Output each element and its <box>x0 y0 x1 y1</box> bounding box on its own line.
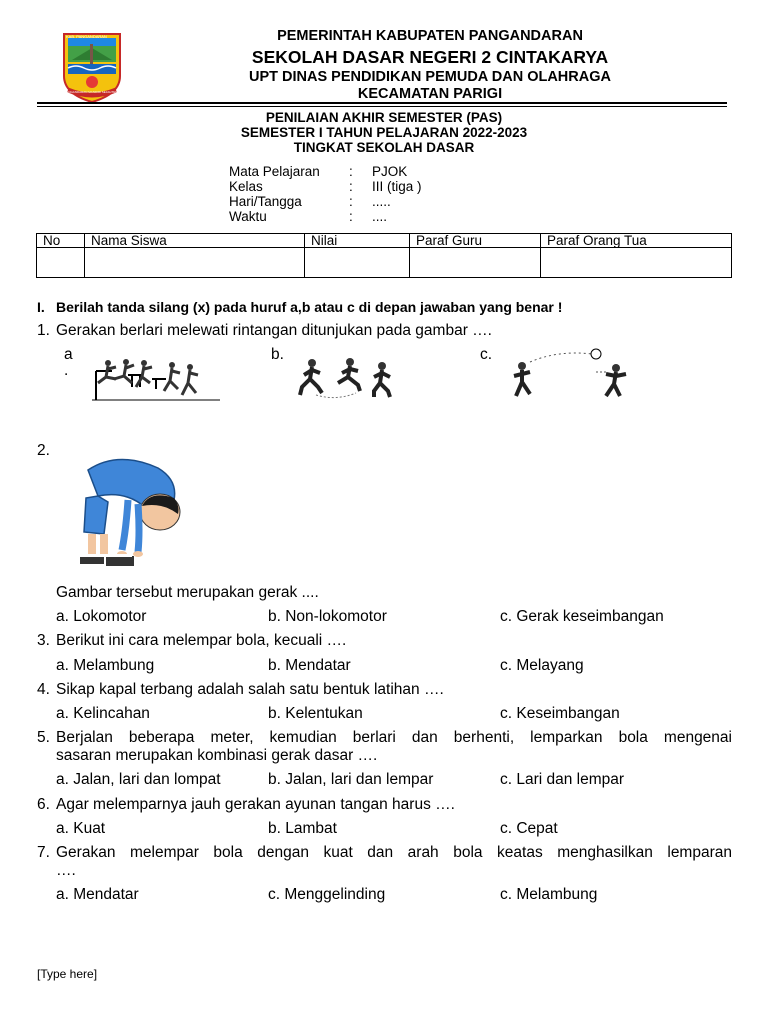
question-7-option-c: c. Melambung <box>500 886 598 903</box>
student-table-header <box>37 234 732 248</box>
letterhead-rule-thick <box>37 102 727 104</box>
question-2-option-c: c. Gerak keseimbangan <box>500 608 664 625</box>
question-1-option-a: a <box>64 346 73 363</box>
question-7-text: Gerakan melempar bola dengan kuat dan arah bola keatas menghasilkan lemparan <box>56 844 732 861</box>
info-colon: : <box>349 194 353 209</box>
info-value-day-date: ..... <box>372 194 391 209</box>
question-2-option-b: b. Non-lokomotor <box>268 608 387 625</box>
header-government: PEMERINTAH KABUPATEN PANGANDARAN <box>277 28 583 44</box>
question-5-text-cont: sasaran merupakan kombinasi gerak dasar …. <box>56 747 378 764</box>
info-label-time: Waktu <box>229 209 267 224</box>
th-student-name: Nama Siswa <box>85 234 305 248</box>
footer-placeholder[interactable]: [Type here] <box>37 967 98 981</box>
question-1-text: Gerakan berlari melewati rintangan ditunjukan pada gambar …. <box>56 322 492 339</box>
exam-level: TINGKAT SEKOLAH DASAR <box>293 140 475 155</box>
hurdle-race-illustration <box>92 357 222 403</box>
logo-motto: PANGANDARAN MANDIRI SEJAHTERA <box>64 90 120 94</box>
info-colon: : <box>349 209 353 224</box>
student-table-entry-row <box>37 248 732 278</box>
question-7-option-b: c. Menggelinding <box>268 886 386 903</box>
question-7-number: 7. <box>37 844 50 861</box>
student-table <box>36 233 732 278</box>
question-7-option-a: a. Mendatar <box>56 886 139 903</box>
question-3-option-a: a. Melambung <box>56 657 155 674</box>
question-3-option-b: b. Mendatar <box>268 657 351 674</box>
question-6-number: 6. <box>37 796 50 813</box>
question-2-text: Gambar tersebut merupakan gerak .... <box>56 584 319 601</box>
question-4-number: 4. <box>37 681 50 698</box>
question-5-text: Berjalan beberapa meter, kemudian berlari dan berhenti, lemparkan bola mengenai <box>56 729 732 746</box>
question-3-number: 3. <box>37 632 50 649</box>
cell-score[interactable] <box>305 248 410 278</box>
section-number: I. <box>37 299 45 315</box>
question-4-text: Sikap kapal terbang adalah salah satu bentuk latihan …. <box>56 681 444 698</box>
running-children-illustration <box>296 357 398 399</box>
question-6-option-a: a. Kuat <box>56 820 106 837</box>
info-colon: : <box>349 164 353 179</box>
cell-no[interactable] <box>37 248 85 278</box>
question-1-option-c: c. <box>480 346 493 363</box>
question-6-text: Agar melemparnya jauh gerakan ayunan tangan harus …. <box>56 796 455 813</box>
th-no: No <box>37 234 85 248</box>
question-1-option-b: b. <box>271 346 284 363</box>
info-label-day-date: Hari/Tangga <box>229 194 302 209</box>
info-colon: : <box>349 179 353 194</box>
logo-caption: KAB. PANGANDARAN <box>66 34 107 39</box>
exam-semester: SEMESTER I TAHUN PELAJARAN 2022-2023 <box>240 125 528 140</box>
info-value-time: .... <box>372 209 388 224</box>
question-1-number: 1. <box>37 322 50 339</box>
header-school-name: SEKOLAH DASAR NEGERI 2 CINTAKARYA <box>251 47 609 67</box>
header-department: UPT DINAS PENDIDIKAN PEMUDA DAN OLAHRAGA <box>249 69 611 85</box>
letterhead-rule-thin <box>37 106 727 107</box>
forward-bend-stretch-illustration <box>78 450 186 572</box>
ball-passing-illustration <box>508 346 636 398</box>
exam-title: PENILAIAN AKHIR SEMESTER (PAS) <box>265 110 503 125</box>
question-5-number: 5. <box>37 729 50 746</box>
th-parent-signature: Paraf Orang Tua <box>541 234 732 248</box>
question-2-number: 2. <box>37 442 50 459</box>
question-6-option-b: b. Lambat <box>268 820 337 837</box>
question-5-option-a: a. Jalan, lari dan lompat <box>56 771 221 788</box>
cell-parent-signature[interactable] <box>541 248 732 278</box>
question-4-option-a: a. Kelincahan <box>56 705 150 722</box>
question-7-text-cont: …. <box>56 862 76 879</box>
info-label-class: Kelas <box>229 179 263 194</box>
question-5-option-b: b. Jalan, lari dan lempar <box>268 771 434 788</box>
question-3-option-c: c. Melayang <box>500 657 584 674</box>
question-4-option-c: c. Keseimbangan <box>500 705 620 722</box>
section-instruction: Berilah tanda silang (x) pada huruf a,b atau c di depan jawaban yang benar ! <box>56 299 563 315</box>
cell-teacher-signature[interactable] <box>410 248 541 278</box>
question-1-option-a-dot: . <box>64 362 69 379</box>
info-value-subject: PJOK <box>372 164 408 179</box>
info-label-subject: Mata Pelajaran <box>229 164 320 179</box>
header-district: KECAMATAN PARIGI <box>357 86 503 102</box>
th-teacher-signature: Paraf Guru <box>410 234 541 248</box>
question-4-option-b: b. Kelentukan <box>268 705 363 722</box>
cell-student-name[interactable] <box>85 248 305 278</box>
question-6-option-c: c. Cepat <box>500 820 558 837</box>
question-3-text: Berikut ini cara melempar bola, kecuali …. <box>56 632 347 649</box>
question-5-option-c: c. Lari dan lempar <box>500 771 625 788</box>
info-value-class: III (tiga ) <box>372 179 422 194</box>
question-2-option-a: a. Lokomotor <box>56 608 147 625</box>
th-score: Nilai <box>305 234 410 248</box>
